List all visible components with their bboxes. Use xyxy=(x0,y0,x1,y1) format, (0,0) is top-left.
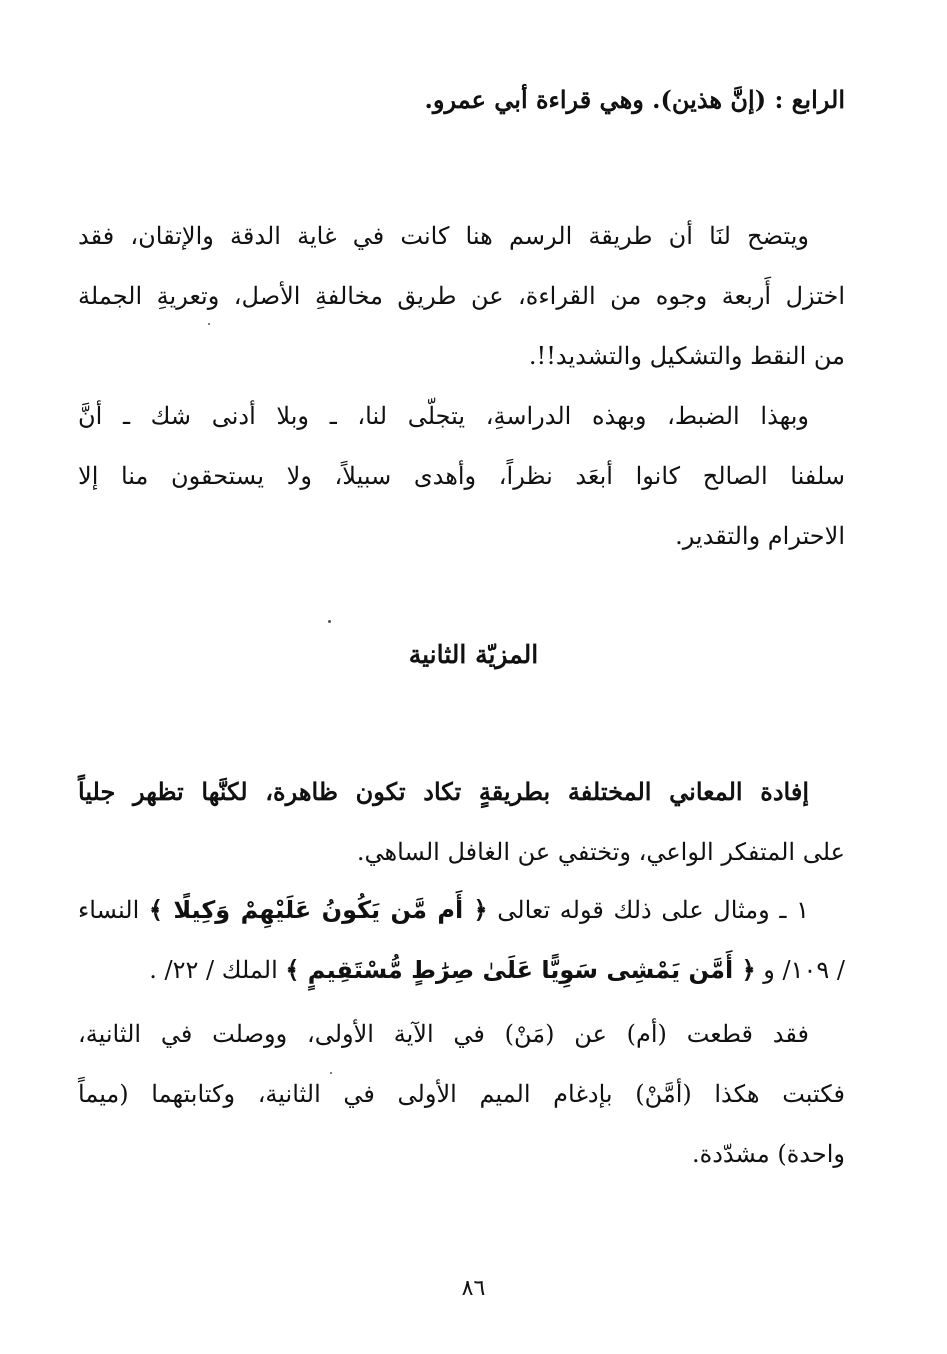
paragraph-1 xyxy=(78,206,845,386)
quran-verse-1: ﴿ أَم مَّن يَكُونُ عَلَيْهِمْ وَكِيلًا ﴾ xyxy=(148,896,488,924)
paragraph-4-line-1 xyxy=(78,880,845,940)
scan-speck xyxy=(208,323,210,325)
paragraph-1-line-2: اختزل أَربعة وجوه من القراءة، عن طريق مخالفةِ الأصل، وتعريةِ الجملة xyxy=(78,282,845,310)
fourth-reading-line xyxy=(78,70,845,130)
paragraph-4-line-2 xyxy=(78,940,845,1000)
paragraph-1-line-1: ويتضح لنَا أن طريقة الرسم هنا كانت في غاية الدقة والإتقان، فقد xyxy=(78,222,810,250)
section-heading: المزيّة الثانية xyxy=(408,640,539,669)
paragraph-3 xyxy=(78,762,845,882)
paragraph-3-line-2: على المتفكر الواعي، وتختفي عن الغافل الساهي. xyxy=(356,838,845,866)
page-number: ٨٦ xyxy=(461,1276,486,1301)
fourth-reading-text: الرابع : (إنَّ هذين). وهي قراءة أبي عمرو. xyxy=(424,85,845,114)
paragraph-5-line-3: واحدة) مشدّدة. xyxy=(691,1140,845,1168)
paragraph-3-line-1: إفادة المعاني المختلفة بطريقةٍ تكاد تكون ظاهرة، لكنَّها تظهر جلياً xyxy=(78,777,809,806)
paragraph-5 xyxy=(78,1004,845,1184)
example-intro: ١ ـ ومثال على ذلك قوله تعالى xyxy=(497,896,809,924)
paragraph-2 xyxy=(78,386,845,566)
paragraph-5-line-2: فكتبت هكذا (أمَّنْ) بإدغام الميم الأولى في الثانية، وكتابتهما (ميماً xyxy=(78,1080,845,1108)
paragraph-5-line-1: فقد قطعت (أم) عن (مَنْ) في الآية الأولى، ووصلت في الثانية، xyxy=(78,1020,809,1048)
verse-1-reference-number: / ١٠٩/ و xyxy=(763,956,845,984)
paragraph-4 xyxy=(78,880,845,1000)
quran-verse-2: ﴿ أَمَّن يَمْشِى سَوِيًّا عَلَىٰ صِرَٰطٍ مُّسْتَقِيمٍ ﴾ xyxy=(285,956,756,984)
verse-2-reference: الملك / ٢٢/ . xyxy=(149,956,278,984)
scan-speck xyxy=(330,1072,332,1074)
verse-1-reference: النساء xyxy=(78,896,140,924)
paragraph-2-line-2: سلفنا الصالح كانوا أبعَد نظراً، وأهدى سبيلاً، ولا يستحقون منا إلا xyxy=(78,462,845,490)
paragraph-1-line-3: من النقط والتشكيل والتشديد!!. xyxy=(528,342,845,370)
scan-speck xyxy=(328,620,331,623)
paragraph-2-line-1: وبهذا الضبط، وبهذه الدراسةِ، يتجلّى لنا، ـ وبلا أدنى شك ـ أنَّ xyxy=(78,402,810,430)
paragraph-2-line-3: الاحترام والتقدير. xyxy=(675,522,845,550)
